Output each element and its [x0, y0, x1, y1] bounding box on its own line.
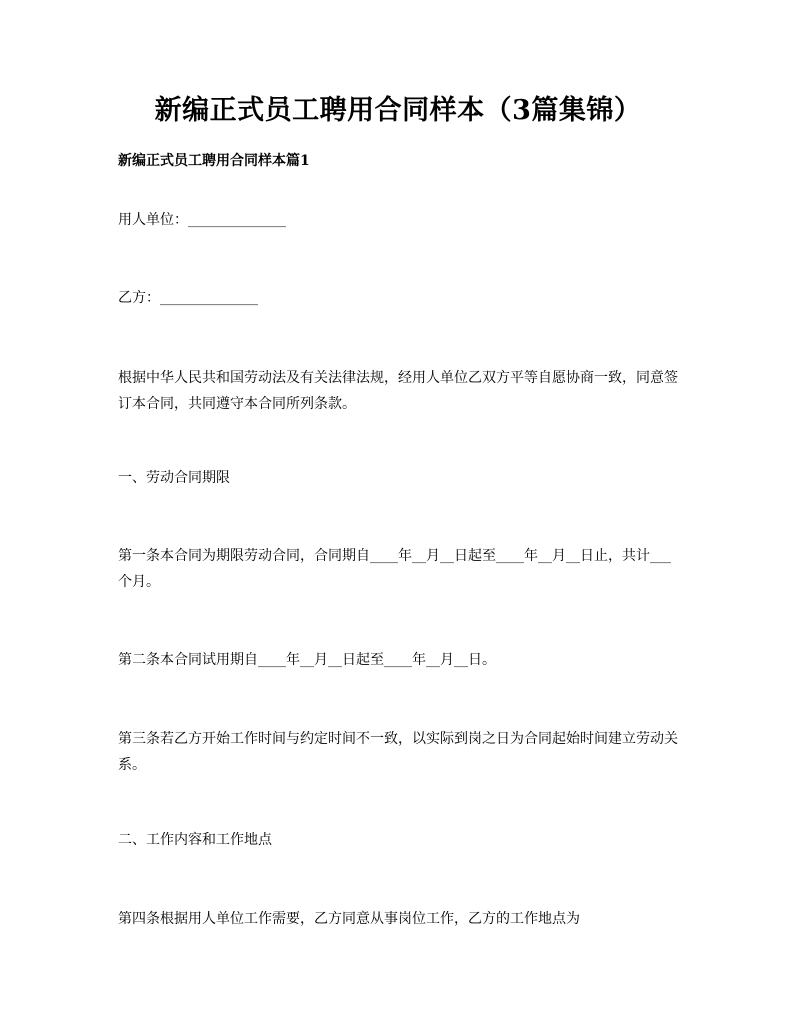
clause-2: 第二条本合同试用期自____年__月__日起至____年__月__日。 — [118, 652, 496, 668]
clause-3: 第三条若乙方开始工作时间与约定时间不一致，以实际到岗之日为合同起始时间建立劳动关系。 — [118, 731, 678, 773]
section-heading-work: 二、工作内容和工作地点 — [118, 832, 272, 848]
document-title: 新编正式员工聘用合同样本（3篇集锦） — [154, 95, 642, 126]
clause-4: 第四条根据用人单位工作需要，乙方同意从事岗位工作，乙方的工作地点为 — [118, 911, 580, 927]
clause-1: 第一条本合同为期限劳动合同，合同期自____年__月__日起至____年__月__日止，共计___个月。 — [118, 548, 671, 590]
preamble-paragraph: 根据中华人民共和国劳动法及有关法律法规，经用人单位乙双方平等自愿协商一致，同意签订本合同，共同遵守本合同所列条款。 — [118, 370, 678, 412]
employer-line: 用人单位：______________ — [118, 212, 286, 228]
section-subtitle: 新编正式员工聘用合同样本篇1 — [118, 153, 310, 169]
party-b-line: 乙方：______________ — [118, 290, 258, 306]
section-heading-term: 一、劳动合同期限 — [118, 470, 230, 486]
